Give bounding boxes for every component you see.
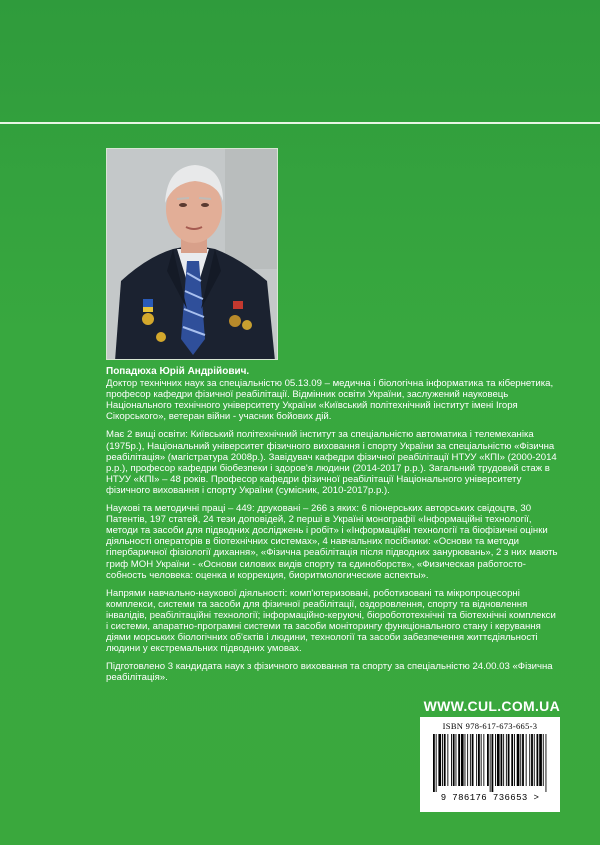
top-divider-line (0, 122, 600, 124)
bio-paragraph-publications: Наукові та методичні праці – 449: друковані – 266 з яких: 6 піонерських авторських свідоцтв, 30 Патентів, 197 статей, 24 тези доповідей, 2 перші в Україні монографії «Інформаційні технології, методи та засоби для підводних досліджень і робіт» і «Інформаційні технології та біофізичні оцінки діяльності операторів в біотехнічних системах», 4 навчальних посібники: «Основи та методи гіпербаричної фізіології дихання», «Фізична реабілітація після підводних занурювань», 2 з них мають гриф МОН України - «Основи силових видів спорту та єдиноборств», «Физическая работосто-собность человека: оценка и коррекция, биоритмологические аспекты». (106, 503, 558, 581)
barcode-bars (430, 734, 550, 792)
ean-digits: 9 786176 736653 > (440, 793, 540, 803)
isbn-barcode (420, 717, 560, 812)
author-bio (106, 366, 558, 690)
publisher-url: WWW.CUL.COM.UA (423, 698, 560, 714)
bio-paragraph-supervision: Підготовлено 3 кандидата наук з фізичного виховання та спорту за спеціальністю 24.00.03 «Фізична реабілітація». (106, 661, 553, 684)
isbn-number: ISBN 978-617-673-665-3 (442, 721, 538, 731)
bio-paragraph-research: Напрями навчально-наукової діяльності: комп'ютеризовані, роботизовані та мікропроцесорні комплекси, системи та засоби для фізичної реабілітації, оздоровлення, спорту та відновлення інвалідів, реабілітаційні технології; інформаційно-керуючі, біоробототехнічні та біотехнічні комплекси і системи, апаратно-програмні системи та засоби моніторингу функціонального стану і керування діями морських біологічних об'єктів і людини, технології та засоби забезпечення життєдіяльності людини у екстремальних підводних умовах. (106, 587, 556, 655)
author-name: Попадюха Юрій Андрійович. (106, 366, 250, 377)
bio-paragraph-degree: Доктор технічних наук за спеціальністю 05.13.09 – медична і біологічна інформатика та кібернетика, професор кафедри фізичної реабілітації. Відмінник освіти України, заслужений науковець Національного технічного університету України «Київський політехнічний інститут імені Ігоря Сікорського», ветеран війни - учасник бойових дій. (106, 378, 554, 423)
author-photo (106, 148, 278, 360)
bio-paragraph-education: Має 2 вищі освіти: Київський політехнічний інститут за спеціальністю автоматика і телемеханіка (1975р.), Національний університет фізичного виховання і спорту України за спеціальністю «Фізична реабілітація» (магістратура 2008р.). Завідувач кафедри фізичної реабілітації НТУУ «КПІ» (2000-2014 р.р.), професор кафедри біобезпеки і здоров'я людини (2014-2017 р.р.). Загальний трудовий стаж в НТУУ «КПІ» – 48 років. Професор кафедри фізичної реабілітації Національного університету фізичного виховання і спорту України (сумісник, 2010-2017р.р.). (106, 429, 557, 496)
